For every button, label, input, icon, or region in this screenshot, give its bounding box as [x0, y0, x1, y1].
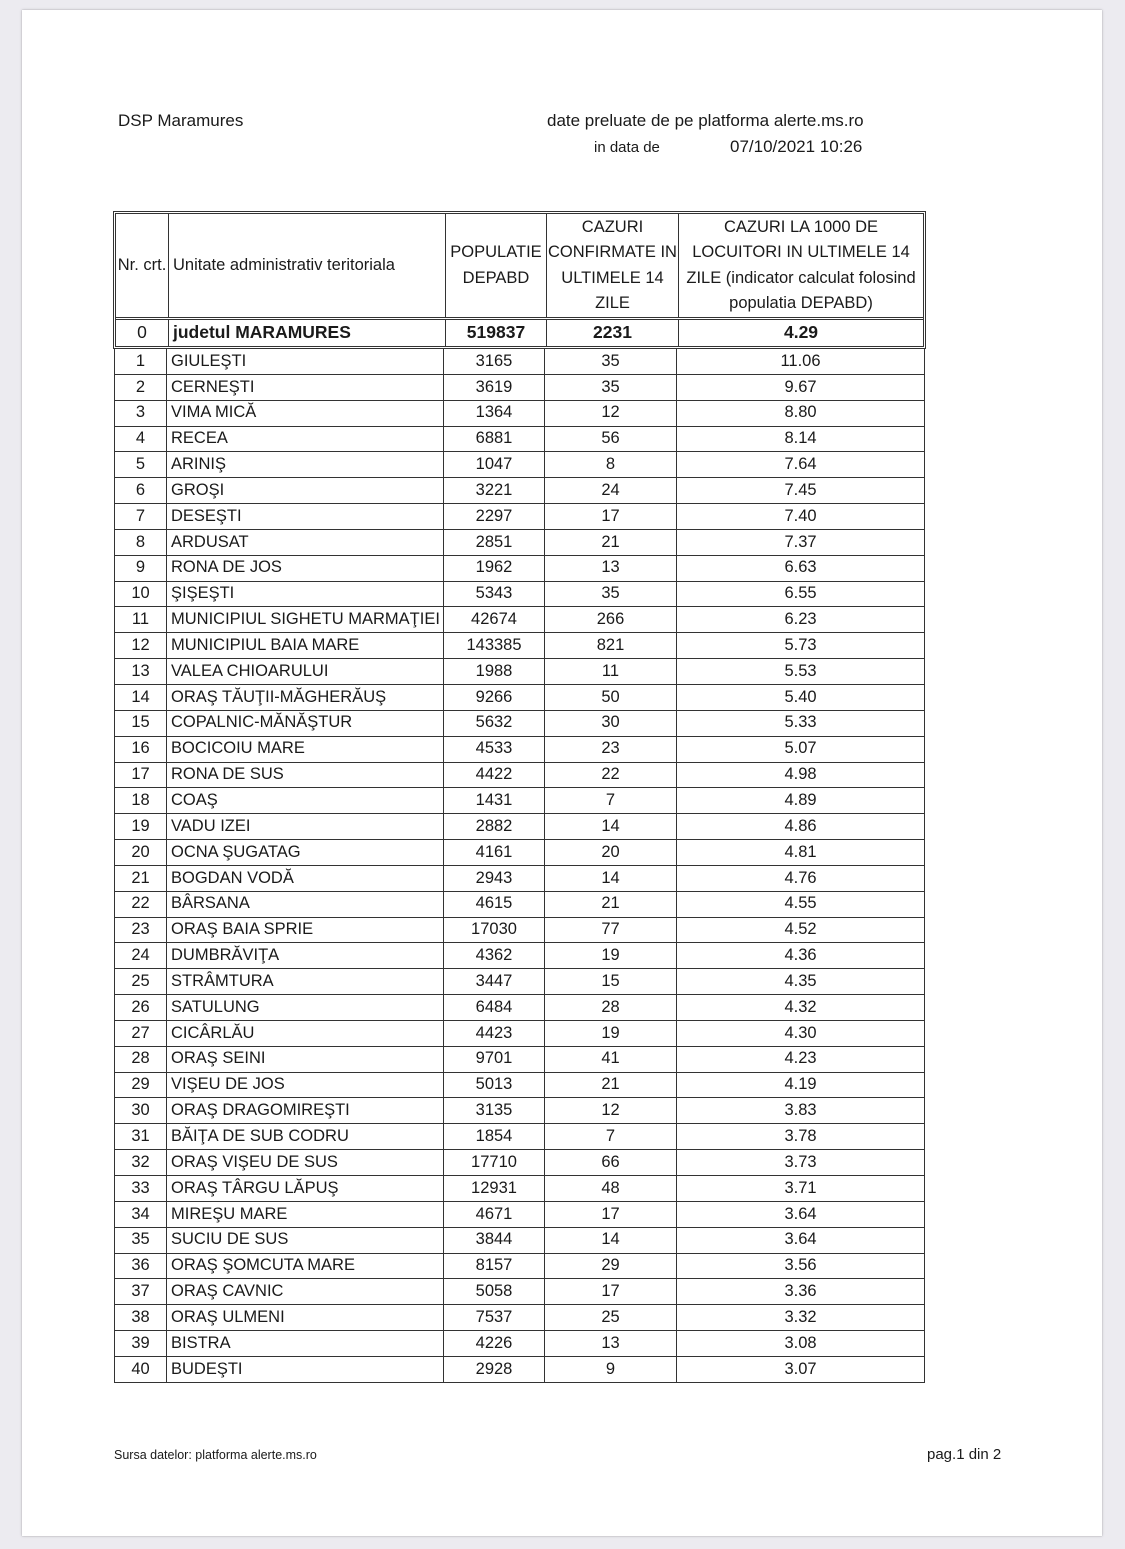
row-name: ORAŞ ŞOMCUTA MARE [167, 1254, 444, 1279]
row-rate: 4.35 [784, 971, 817, 990]
row-cases: 48 [545, 1176, 677, 1201]
row-name: ORAŞ CAVNIC [167, 1279, 444, 1304]
row-population: 1962 [444, 556, 545, 581]
row-name: BISTRA [167, 1331, 444, 1356]
row-cases: 56 [545, 427, 677, 452]
row-rate: 3.07 [784, 1359, 817, 1378]
row-name: ORAŞ VIŞEU DE SUS [167, 1150, 444, 1175]
row-nr: 28 [115, 1047, 167, 1072]
row-rate: 8.80 [784, 403, 817, 422]
row-cases: 9 [545, 1357, 677, 1382]
row-cases: 14 [545, 1228, 677, 1253]
row-cases: 15 [545, 969, 677, 994]
table-row [115, 375, 924, 401]
row-name: VALEA CHIOARULUI [167, 659, 444, 684]
table-row [115, 892, 924, 918]
row-cases: 30 [545, 711, 677, 736]
row-nr: 2 [115, 375, 167, 400]
column-header-nr: Nr. crt. [116, 214, 169, 317]
row-nr: 11 [115, 607, 167, 632]
row-name: RONA DE SUS [167, 763, 444, 788]
row-name: ORAŞ BAIA SPRIE [167, 918, 444, 943]
row-cases: 35 [545, 375, 677, 400]
row-cases: 19 [545, 1021, 677, 1046]
row-population: 6484 [444, 995, 545, 1020]
row-cases: 12 [545, 401, 677, 426]
row-name: BĂIŢA DE SUB CODRU [167, 1124, 444, 1149]
row-population: 3447 [444, 969, 545, 994]
table-row [115, 1098, 924, 1124]
row-name: MUNICIPIUL BAIA MARE [167, 633, 444, 658]
row-name: STRÂMTURA [167, 969, 444, 994]
table-row [115, 478, 924, 504]
row-population: 7537 [444, 1305, 545, 1330]
table-row [115, 1150, 924, 1176]
row-population: 9701 [444, 1047, 545, 1072]
table-row [115, 711, 924, 737]
row-population: 2882 [444, 814, 545, 839]
row-nr: 13 [115, 659, 167, 684]
row-population: 1364 [444, 401, 545, 426]
row-rate: 4.32 [784, 997, 817, 1016]
row-population: 17710 [444, 1150, 545, 1175]
cases-table [113, 211, 926, 1383]
row-population: 3844 [444, 1228, 545, 1253]
table-row [115, 969, 924, 995]
table-row [115, 918, 924, 944]
row-cases: 21 [545, 1073, 677, 1098]
row-rate: 3.64 [784, 1230, 817, 1249]
row-rate: 4.23 [784, 1049, 817, 1068]
table-row [115, 1254, 924, 1280]
table-row [115, 1331, 924, 1357]
row-cases: 28 [545, 995, 677, 1020]
row-cases: 21 [545, 530, 677, 555]
row-cases: 29 [545, 1254, 677, 1279]
table-row [115, 349, 924, 375]
row-population: 5013 [444, 1073, 545, 1098]
row-rate: 3.32 [784, 1307, 817, 1326]
table-row [115, 1202, 924, 1228]
row-cases: 12 [545, 1098, 677, 1123]
total-cases: 2231 [547, 320, 679, 346]
row-population: 4671 [444, 1202, 545, 1227]
row-name: BÂRSANA [167, 892, 444, 917]
row-nr: 20 [115, 840, 167, 865]
row-cases: 17 [545, 1279, 677, 1304]
row-name: BOCICOIU MARE [167, 737, 444, 762]
table-row [115, 401, 924, 427]
row-name: ARINIŞ [167, 452, 444, 477]
table-row [115, 737, 924, 763]
row-name: MUNICIPIUL SIGHETU MARMAŢIEI [167, 607, 444, 632]
row-name: ORAŞ TÂRGU LĂPUŞ [167, 1176, 444, 1201]
row-population: 1431 [444, 788, 545, 813]
row-nr: 36 [115, 1254, 167, 1279]
row-rate: 4.98 [784, 765, 817, 784]
row-rate: 4.30 [784, 1023, 817, 1042]
row-cases: 11 [545, 659, 677, 684]
row-name: GROŞI [167, 478, 444, 503]
row-name: RONA DE JOS [167, 556, 444, 581]
row-nr: 5 [115, 452, 167, 477]
row-nr: 7 [115, 504, 167, 529]
row-cases: 77 [545, 918, 677, 943]
row-rate: 7.64 [784, 455, 817, 474]
row-cases: 50 [545, 685, 677, 710]
row-cases: 13 [545, 1331, 677, 1356]
row-population: 4422 [444, 763, 545, 788]
row-nr: 18 [115, 788, 167, 813]
row-rate: 7.40 [784, 506, 817, 525]
row-population: 5058 [444, 1279, 545, 1304]
table-row [115, 1357, 924, 1383]
row-name: BUDEŞTI [167, 1357, 444, 1382]
row-nr: 12 [115, 633, 167, 658]
document-page [22, 10, 1102, 1536]
row-nr: 37 [115, 1279, 167, 1304]
table-row [115, 1073, 924, 1099]
row-rate: 4.81 [784, 842, 817, 861]
row-rate: 5.33 [784, 713, 817, 732]
row-population: 4161 [444, 840, 545, 865]
source-note: date preluate de pe platforma alerte.ms.ro [547, 111, 864, 130]
row-name: RECEA [167, 427, 444, 452]
row-cases: 17 [545, 504, 677, 529]
row-name: BOGDAN VODĂ [167, 866, 444, 891]
row-nr: 32 [115, 1150, 167, 1175]
row-population: 3619 [444, 375, 545, 400]
date-label: in data de [594, 139, 660, 156]
row-name: ŞIŞEŞTI [167, 582, 444, 607]
row-name: VIŞEU DE JOS [167, 1073, 444, 1098]
footer-source: Sursa datelor: platforma alerte.ms.ro [114, 1448, 317, 1462]
row-rate: 4.89 [784, 791, 817, 810]
row-population: 2851 [444, 530, 545, 555]
row-population: 4615 [444, 892, 545, 917]
row-nr: 16 [115, 737, 167, 762]
row-nr: 15 [115, 711, 167, 736]
row-name: ORAŞ TĂUŢII-MĂGHERĂUŞ [167, 685, 444, 710]
row-nr: 31 [115, 1124, 167, 1149]
table-header-block [113, 211, 926, 349]
date-value: 07/10/2021 10:26 [730, 137, 863, 156]
table-row [115, 814, 924, 840]
row-cases: 821 [545, 633, 677, 658]
row-rate: 3.73 [784, 1152, 817, 1171]
table-row [115, 607, 924, 633]
row-nr: 19 [115, 814, 167, 839]
table-row [115, 1176, 924, 1202]
row-name: VADU IZEI [167, 814, 444, 839]
row-cases: 14 [545, 866, 677, 891]
row-population: 12931 [444, 1176, 545, 1201]
row-population: 3135 [444, 1098, 545, 1123]
row-name: VIMA MICĂ [167, 401, 444, 426]
row-population: 1854 [444, 1124, 545, 1149]
row-nr: 23 [115, 918, 167, 943]
table-body [114, 349, 925, 1383]
row-nr: 33 [115, 1176, 167, 1201]
row-rate: 4.86 [784, 816, 817, 835]
row-name: OCNA ŞUGATAG [167, 840, 444, 865]
row-rate: 4.36 [784, 946, 817, 965]
table-row [115, 530, 924, 556]
row-nr: 38 [115, 1305, 167, 1330]
row-rate: 3.36 [784, 1282, 817, 1301]
table-row [115, 1124, 924, 1150]
row-nr: 22 [115, 892, 167, 917]
row-rate: 7.45 [784, 480, 817, 499]
total-nr: 0 [116, 320, 169, 346]
table-row [115, 427, 924, 453]
table-row [115, 1279, 924, 1305]
table-row [115, 763, 924, 789]
row-nr: 3 [115, 401, 167, 426]
row-population: 17030 [444, 918, 545, 943]
total-population: 519837 [446, 320, 547, 346]
row-rate: 3.56 [784, 1256, 817, 1275]
row-rate: 11.06 [780, 351, 821, 370]
row-cases: 22 [545, 763, 677, 788]
row-population: 4533 [444, 737, 545, 762]
row-nr: 10 [115, 582, 167, 607]
table-row [115, 452, 924, 478]
row-cases: 24 [545, 478, 677, 503]
row-rate: 3.71 [784, 1178, 817, 1197]
row-nr: 26 [115, 995, 167, 1020]
row-rate: 5.40 [784, 687, 817, 706]
table-row [115, 1021, 924, 1047]
row-name: GIULEŞTI [167, 349, 444, 374]
table-row [115, 840, 924, 866]
row-nr: 24 [115, 943, 167, 968]
page-number: pag.1 din 2 [927, 1446, 1002, 1463]
row-name: DESEŞTI [167, 504, 444, 529]
row-population: 8157 [444, 1254, 545, 1279]
row-population: 4226 [444, 1331, 545, 1356]
row-rate: 3.78 [784, 1126, 817, 1145]
row-nr: 29 [115, 1073, 167, 1098]
row-population: 3221 [444, 478, 545, 503]
table-row [115, 788, 924, 814]
table-row [115, 866, 924, 892]
column-header-cases: CAZURI CONFIRMATE IN ULTIMELE 14 ZILE [547, 214, 679, 317]
row-population: 3165 [444, 349, 545, 374]
row-cases: 7 [545, 1124, 677, 1149]
row-rate: 4.76 [784, 868, 817, 887]
table-row [115, 659, 924, 685]
row-nr: 9 [115, 556, 167, 581]
row-population: 143385 [444, 633, 545, 658]
table-row [115, 582, 924, 608]
row-population: 2297 [444, 504, 545, 529]
row-rate: 6.63 [784, 558, 817, 577]
row-rate: 8.14 [784, 429, 817, 448]
row-cases: 25 [545, 1305, 677, 1330]
row-population: 5343 [444, 582, 545, 607]
table-row [115, 1228, 924, 1254]
row-rate: 4.19 [784, 1075, 817, 1094]
row-cases: 17 [545, 1202, 677, 1227]
row-name: ARDUSAT [167, 530, 444, 555]
row-rate: 9.67 [784, 377, 817, 396]
row-name: SATULUNG [167, 995, 444, 1020]
row-nr: 25 [115, 969, 167, 994]
row-rate: 5.73 [784, 635, 817, 654]
row-population: 2943 [444, 866, 545, 891]
row-cases: 35 [545, 582, 677, 607]
row-name: DUMBRĂVIŢA [167, 943, 444, 968]
row-nr: 4 [115, 427, 167, 452]
row-population: 4423 [444, 1021, 545, 1046]
row-nr: 35 [115, 1228, 167, 1253]
table-row [115, 1305, 924, 1331]
table-header-row [116, 214, 923, 320]
row-cases: 21 [545, 892, 677, 917]
row-cases: 66 [545, 1150, 677, 1175]
row-nr: 6 [115, 478, 167, 503]
row-nr: 30 [115, 1098, 167, 1123]
column-header-population: POPULATIE DEPABD [446, 214, 547, 317]
row-nr: 17 [115, 763, 167, 788]
table-row [115, 685, 924, 711]
row-rate: 3.08 [784, 1333, 817, 1352]
row-name: ORAŞ ULMENI [167, 1305, 444, 1330]
row-population: 5632 [444, 711, 545, 736]
table-row [115, 1047, 924, 1073]
row-population: 1047 [444, 452, 545, 477]
table-row [115, 556, 924, 582]
table-row [115, 995, 924, 1021]
row-name: COPALNIC-MĂNĂŞTUR [167, 711, 444, 736]
row-nr: 27 [115, 1021, 167, 1046]
row-population: 42674 [444, 607, 545, 632]
row-population: 1988 [444, 659, 545, 684]
table-row [115, 504, 924, 530]
row-rate: 6.55 [784, 584, 817, 603]
row-population: 2928 [444, 1357, 545, 1382]
row-cases: 20 [545, 840, 677, 865]
row-cases: 23 [545, 737, 677, 762]
row-population: 6881 [444, 427, 545, 452]
row-name: CERNEŞTI [167, 375, 444, 400]
row-nr: 34 [115, 1202, 167, 1227]
row-rate: 5.53 [784, 661, 817, 680]
row-nr: 39 [115, 1331, 167, 1356]
row-name: ORAŞ DRAGOMIREŞTI [167, 1098, 444, 1123]
row-rate: 3.83 [784, 1101, 817, 1120]
column-header-rate: CAZURI LA 1000 DE LOCUITORI IN ULTIMELE 14 ZILE (indicator calculat folosind populatia DEPABD) [686, 217, 916, 312]
row-name: SUCIU DE SUS [167, 1228, 444, 1253]
table-row [115, 943, 924, 969]
row-rate: 3.64 [784, 1204, 817, 1223]
row-rate: 5.07 [784, 739, 817, 758]
row-cases: 41 [545, 1047, 677, 1072]
row-cases: 8 [545, 452, 677, 477]
row-population: 4362 [444, 943, 545, 968]
row-cases: 19 [545, 943, 677, 968]
row-rate: 4.55 [784, 894, 817, 913]
row-nr: 1 [115, 349, 167, 374]
row-cases: 13 [545, 556, 677, 581]
row-nr: 21 [115, 866, 167, 891]
row-name: COAŞ [167, 788, 444, 813]
row-population: 9266 [444, 685, 545, 710]
row-rate: 6.23 [784, 610, 817, 629]
total-name: judetul MARAMURES [169, 320, 446, 346]
row-name: MIREŞU MARE [167, 1202, 444, 1227]
table-row [115, 633, 924, 659]
row-nr: 8 [115, 530, 167, 555]
row-name: CICÂRLĂU [167, 1021, 444, 1046]
row-nr: 14 [115, 685, 167, 710]
row-rate: 7.37 [784, 532, 817, 551]
organization-name: DSP Maramures [118, 111, 244, 130]
column-header-unit: Unitate administrativ teritoriala [169, 214, 446, 317]
total-rate: 4.29 [783, 322, 819, 343]
row-name: ORAŞ SEINI [167, 1047, 444, 1072]
county-total-row [116, 320, 923, 346]
row-nr: 40 [115, 1357, 167, 1382]
row-cases: 35 [545, 349, 677, 374]
row-cases: 14 [545, 814, 677, 839]
row-rate: 4.52 [784, 920, 817, 939]
row-cases: 7 [545, 788, 677, 813]
row-cases: 266 [545, 607, 677, 632]
